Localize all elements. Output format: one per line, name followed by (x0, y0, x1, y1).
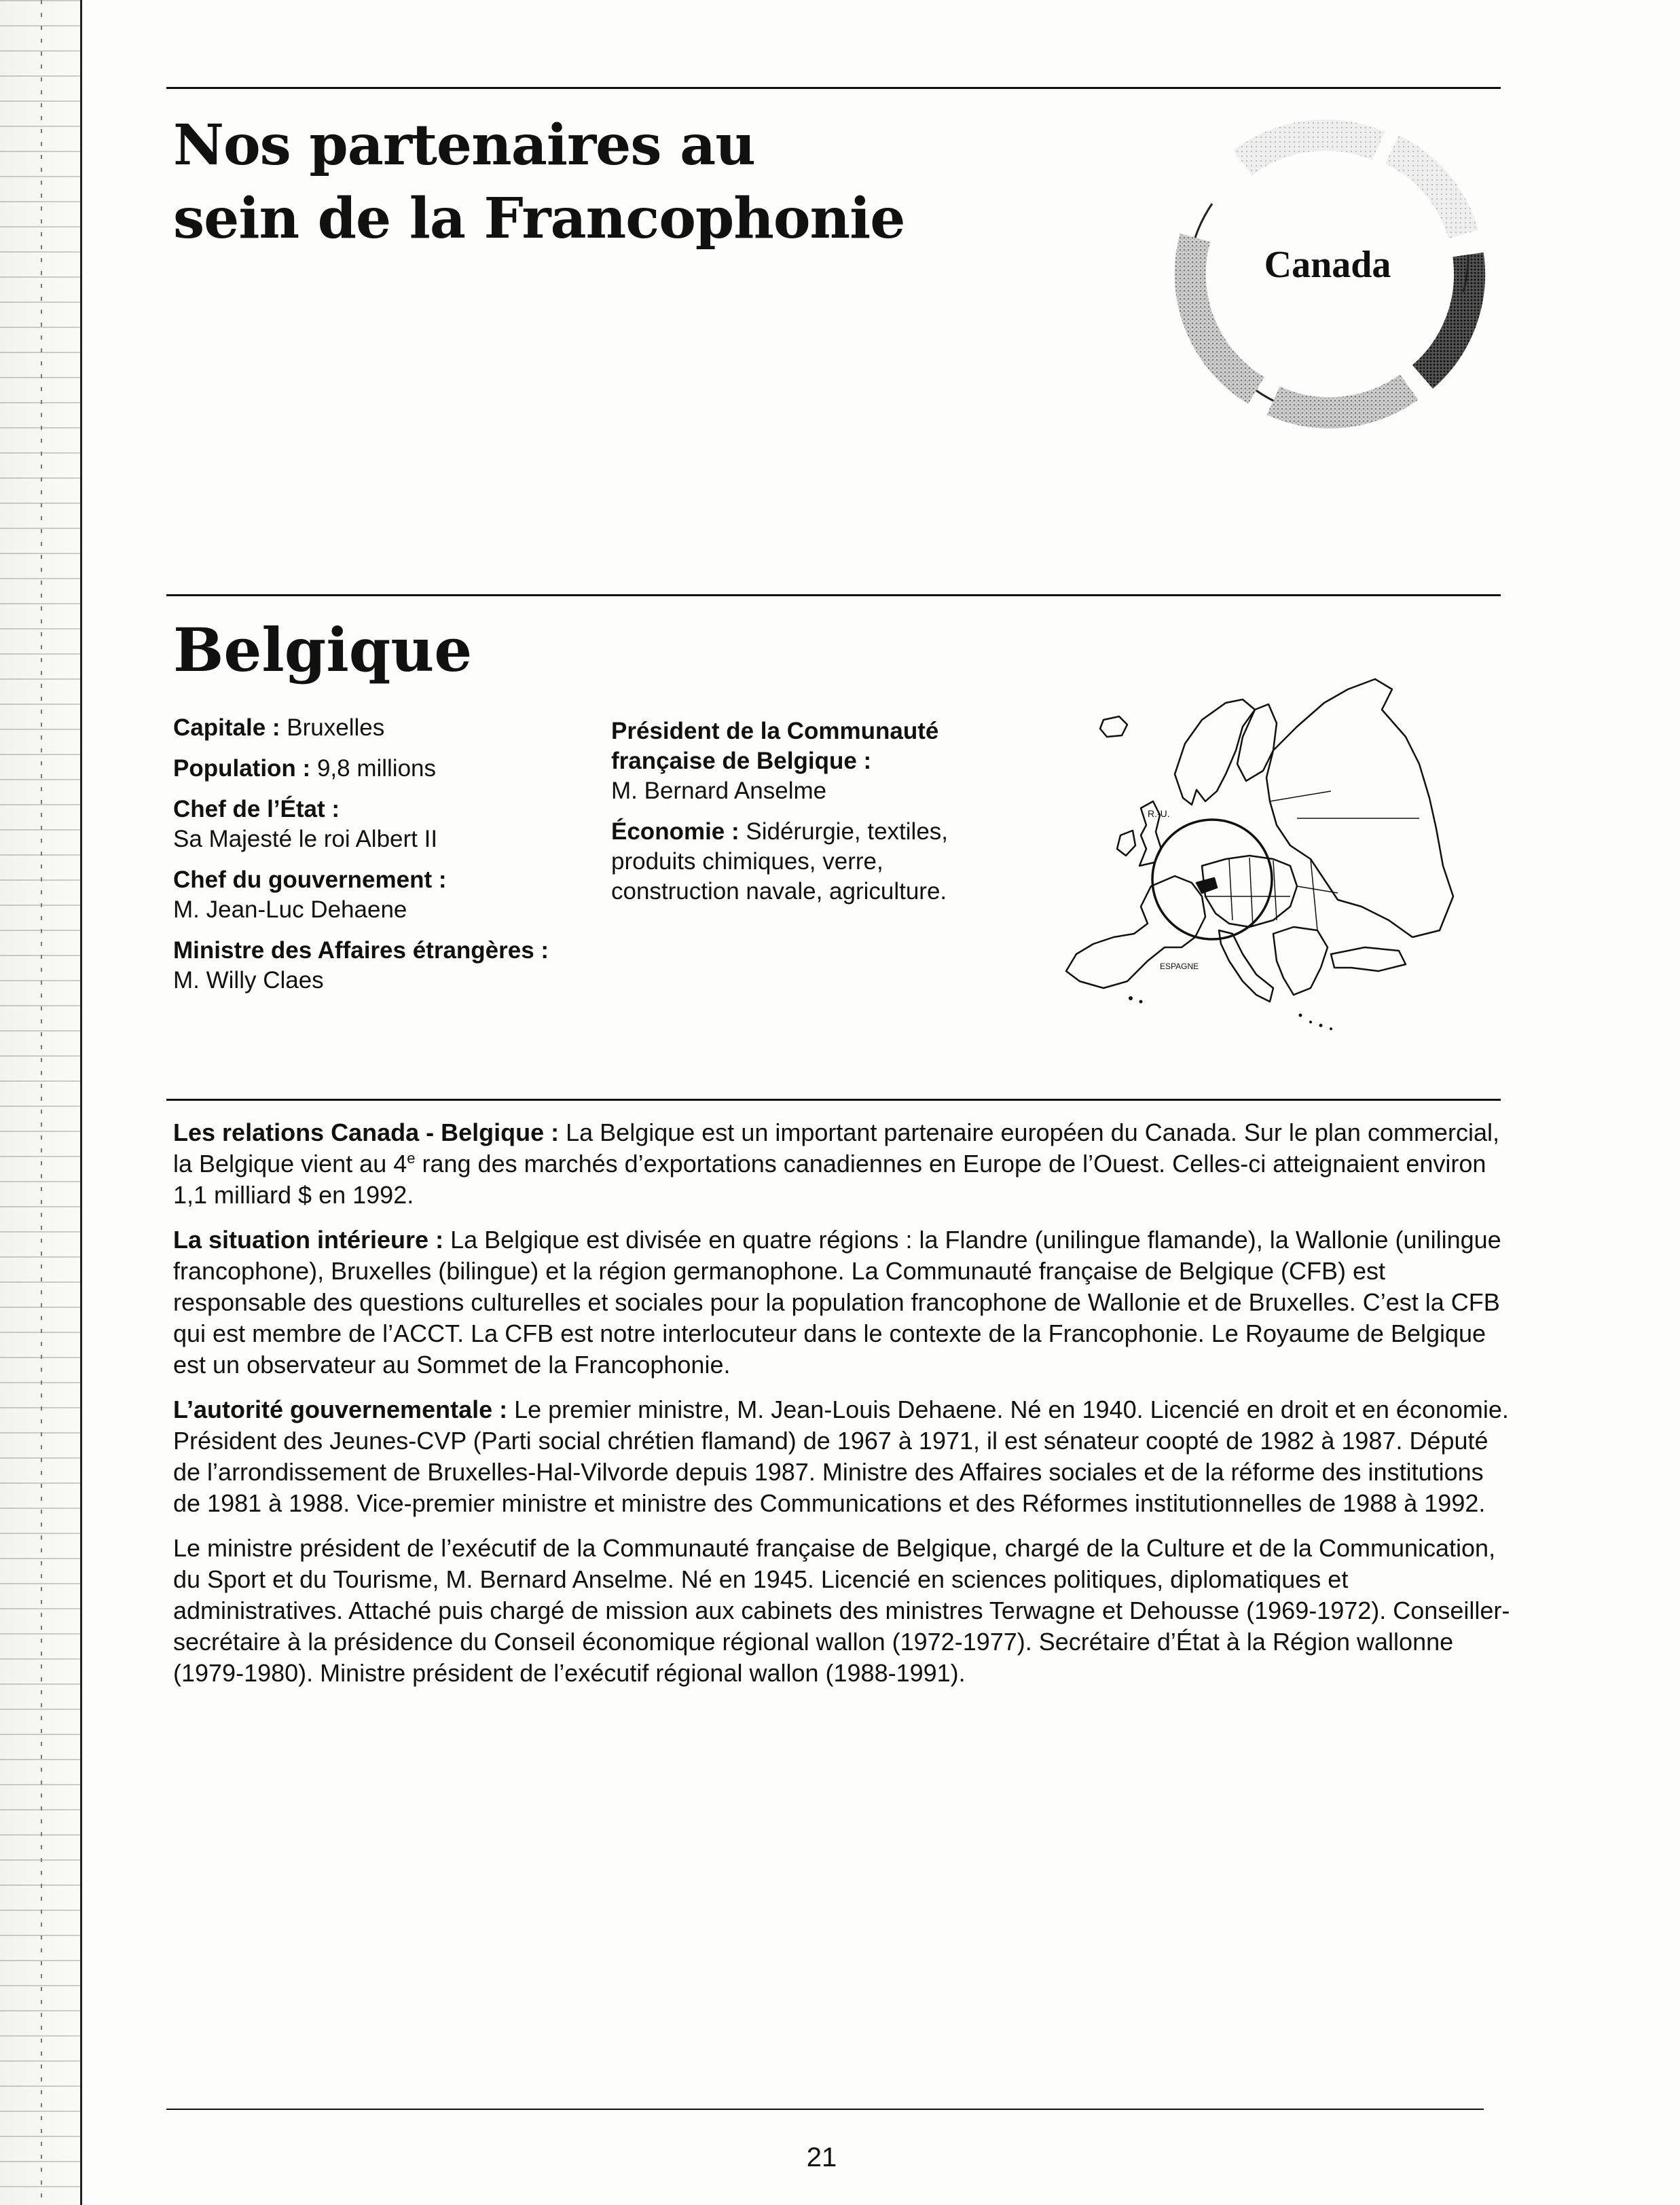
page-title-line-1: Nos partenaires au (173, 113, 755, 178)
page-binding-edge (0, 0, 82, 2205)
paragraph-superscript: e (407, 1150, 416, 1167)
fact-ministre-affaires-etrangeres (173, 936, 608, 996)
emblem-segment-bottom (1273, 387, 1409, 413)
page-title (173, 109, 1056, 255)
page-number: 21 (806, 2143, 837, 2172)
europe-map (1039, 662, 1480, 1059)
body-rule (166, 1099, 1501, 1101)
fact-president-communaute (611, 716, 1005, 806)
top-rule (166, 87, 1501, 89)
map-scandinavia (1175, 699, 1255, 805)
paragraph-text-continued: rang des marchés d’exportations canadiennes en Europe de l’Ouest. Celles-ci atteignaient environ 1,1 milliard $ en 1992. (173, 1150, 1486, 1209)
facts-left-column (173, 713, 608, 1006)
fact-capitale (173, 713, 608, 743)
fact-label: Chef du gouvernement : (173, 867, 447, 893)
fact-population (173, 754, 608, 784)
fact-chef-etat (173, 795, 608, 854)
fact-label: Président de la Communauté française de Belgique : (611, 718, 939, 774)
paragraph-text: Le premier ministre, M. Jean-Louis Dehaene. Né en 1940. Licencié en droit et en économie. Président des Jeunes-CVP (Parti social chrétien flamand) de 1967 à 1971, il est sénateur coopté de 1982 à 1987. Député de l’arrondissement de Bruxelles-Hal-Vilvorde depuis 1987. Ministre des Affaires sociales et de la réforme des institutions de 1981 à 1988. Vice-premier ministre et ministre des Communications et des Réformes institutionnelles de 1988 à 1992. (173, 1396, 1509, 1517)
paragraph-text: Le ministre président de l’exécutif de la Communauté française de Belgique, chargé de la Culture et de la Communication, du Sport et du Tourisme, M. Bernard Anselme. Né en 1945. Licencié en sciences politiques, diplomatiques et administratives. Attaché puis chargé de mission aux cabinets des ministres Terwagne et Dehousse (1969-1972). Conseiller-secrétaire à la présidence du Conseil économique régional wallon (1972-1977). Secrétaire d’État à la Région wallonne (1979-1980). Ministre président de l’exécutif régional wallon (1988-1991). (173, 1534, 1510, 1687)
fact-economie (611, 817, 1005, 907)
fact-value: M. Bernard Anselme (611, 778, 827, 804)
emblem-segment-top-right (1392, 149, 1463, 234)
paragraph-lead: La situation intérieure : (173, 1226, 444, 1254)
fact-value: Sidérurgie, textiles, produits chimiques, verre, construction navale, agriculture. (611, 818, 949, 905)
fact-label: Chef de l’État : (173, 796, 340, 822)
map-belgium-marker (1197, 878, 1217, 893)
paragraph-lead: L’autorité gouvernementale : (173, 1396, 508, 1423)
fact-chef-gouvernement (173, 865, 608, 925)
map-label-2: ESPAGNE (1160, 962, 1199, 971)
emblem-segment-top (1243, 135, 1378, 163)
fact-value: 9,8 millions (316, 755, 437, 782)
page-title-line-2: sein de la Francophonie (173, 186, 905, 251)
paragraph-situation-interieure (173, 1224, 1511, 1381)
map-ireland (1117, 831, 1135, 856)
paragraph-autorite-gouvernementale (173, 1394, 1511, 1519)
fact-value: M. Willy Claes (173, 967, 324, 994)
fact-value: M. Jean-Luc Dehaene (173, 896, 407, 923)
country-title: Belgique (173, 615, 473, 685)
paragraph-text: La Belgique est divisée en quatre régions : la Flandre (unilingue flamande), la Wallonie (unilingue francophone), Bruxelles (bilingue) et la région germanophone. La Communauté française de Belgique (CFB) est responsable des questions culturelles et sociales pour la population francophone de Wallonie et de Bruxelles. C’est la CFB qui est membre de l’ACCT. La CFB est notre interlocuteur dans le contexte de la Francophonie. Le Royaume de Belgique est un observateur au Sommet de la Francophonie. (173, 1226, 1501, 1379)
fact-value: Sa Majesté le roi Albert II (173, 826, 438, 852)
paragraph-text: La Belgique est un important partenaire européen du Canada. Sur le plan commercial, la Belgique vient au 4 (173, 1118, 1499, 1178)
fact-label: Population : (173, 755, 311, 782)
map-balkans (1273, 927, 1328, 995)
map-iceland (1100, 716, 1127, 737)
fact-label: Ministre des Affaires étrangères : (173, 937, 549, 964)
paragraph-ministre-president (173, 1533, 1511, 1689)
map-turkey-edge (1331, 947, 1406, 971)
footer-rule (166, 2109, 1484, 2110)
fact-label: Économie : (611, 818, 739, 845)
paragraph-relations (173, 1117, 1511, 1211)
fact-label: Capitale : (173, 714, 280, 741)
body-text (173, 1117, 1511, 1702)
map-finland (1237, 704, 1277, 781)
map-italy (1219, 930, 1273, 1002)
fact-value: Bruxelles (287, 714, 385, 741)
map-label-1: R.-U. (1148, 808, 1170, 819)
paragraph-lead: Les relations Canada - Belgique : (173, 1118, 560, 1146)
emblem-label-canada: Canada (1264, 244, 1391, 286)
section-rule (166, 594, 1501, 596)
map-russia-west (1266, 679, 1453, 937)
facts-right-column (611, 716, 1005, 917)
